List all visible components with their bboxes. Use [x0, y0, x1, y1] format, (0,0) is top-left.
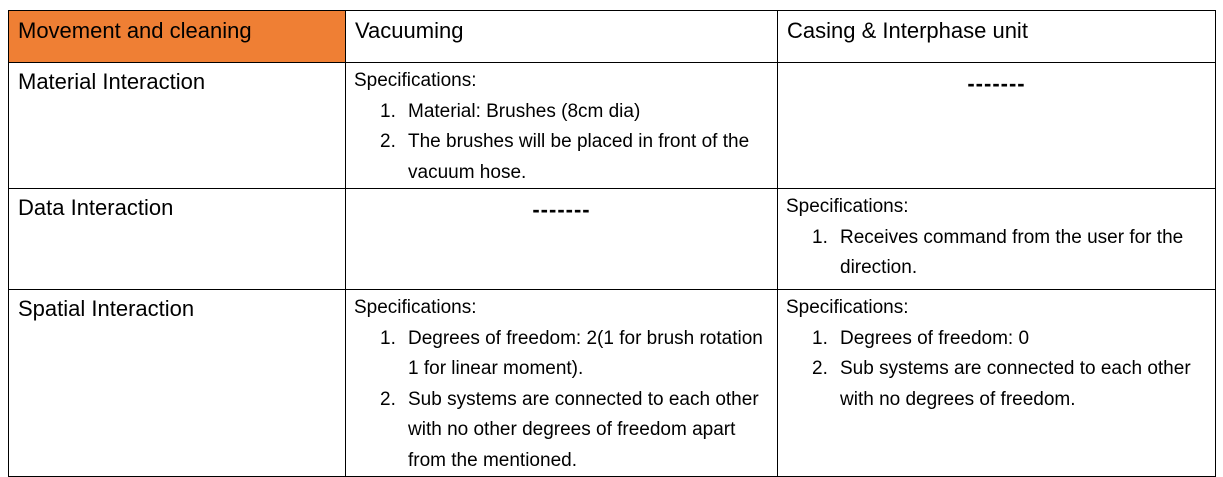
list-item: [786, 354, 1215, 415]
spatial-casing-cell: [778, 290, 1216, 477]
list-number: 1.: [812, 327, 828, 349]
spec-block: [346, 290, 777, 476]
header-cell-movement: [9, 11, 346, 63]
list-number: 2.: [812, 358, 828, 379]
spec-title: Specifications:: [354, 70, 477, 91]
list-item-text: Receives command from the user for the direction.: [840, 226, 1184, 278]
table-row-spatial: [9, 290, 1216, 477]
list-item: [354, 324, 777, 385]
spec-list: [786, 223, 1215, 284]
table-header-row: [9, 11, 1216, 63]
material-vacuuming-cell: [346, 63, 778, 189]
row-label-data: Data Interaction: [18, 195, 174, 220]
spec-block: [778, 189, 1215, 284]
spec-list: [354, 97, 777, 189]
row-label-cell: [9, 189, 346, 290]
data-vacuuming-cell: [346, 189, 778, 290]
list-item: [354, 127, 777, 188]
row-label-cell: [9, 63, 346, 189]
row-label-material: Material Interaction: [18, 69, 206, 94]
list-item-text: Sub systems are connected to each other with no degrees of freedom.: [840, 358, 1191, 410]
spec-title: Specifications:: [354, 297, 477, 318]
list-item-text: Sub systems are connected to each other with no other degrees of freedom apart from the mentioned.: [408, 388, 759, 471]
list-item: [354, 97, 777, 128]
spec-list: [786, 324, 1215, 416]
spec-title: Specifications:: [786, 196, 909, 217]
list-item-text: Degrees of freedom: 2(1 for brush rotation 1 for linear moment).: [408, 327, 763, 379]
interaction-matrix-table: [8, 10, 1216, 477]
row-label-cell: [9, 290, 346, 477]
list-item-text: Material: Brushes (8cm dia): [408, 100, 641, 122]
list-item: [786, 223, 1215, 284]
row-label-spatial: Spatial Interaction: [18, 296, 195, 321]
list-item: [786, 324, 1215, 355]
empty-dashes: -------: [532, 197, 591, 222]
table-row-data: [9, 189, 1216, 290]
list-item-text: Degrees of freedom: 0: [840, 327, 1030, 349]
table-row-material: [9, 63, 1216, 189]
list-item-text: The brushes will be placed in front of the vacuum hose.: [408, 131, 750, 183]
header-cell-casing: [778, 11, 1216, 63]
header-movement-label: Movement and cleaning: [18, 18, 252, 43]
list-number: 2.: [380, 388, 396, 410]
spec-block: [346, 63, 777, 188]
header-vacuuming-label: Vacuuming: [355, 18, 464, 43]
list-number: 2.: [380, 131, 396, 152]
spec-block: [778, 290, 1215, 415]
header-casing-label: Casing & Interphase unit: [787, 18, 1028, 43]
header-cell-vacuuming: [346, 11, 778, 63]
spec-title: Specifications:: [786, 297, 909, 318]
empty-dashes: -------: [967, 71, 1026, 96]
list-number: 1.: [380, 327, 396, 349]
spatial-vacuuming-cell: [346, 290, 778, 477]
list-number: 1.: [380, 100, 396, 122]
material-casing-cell: [778, 63, 1216, 189]
data-casing-cell: [778, 189, 1216, 290]
spec-list: [354, 324, 777, 477]
list-item: [354, 385, 777, 477]
list-number: 1.: [812, 226, 828, 248]
